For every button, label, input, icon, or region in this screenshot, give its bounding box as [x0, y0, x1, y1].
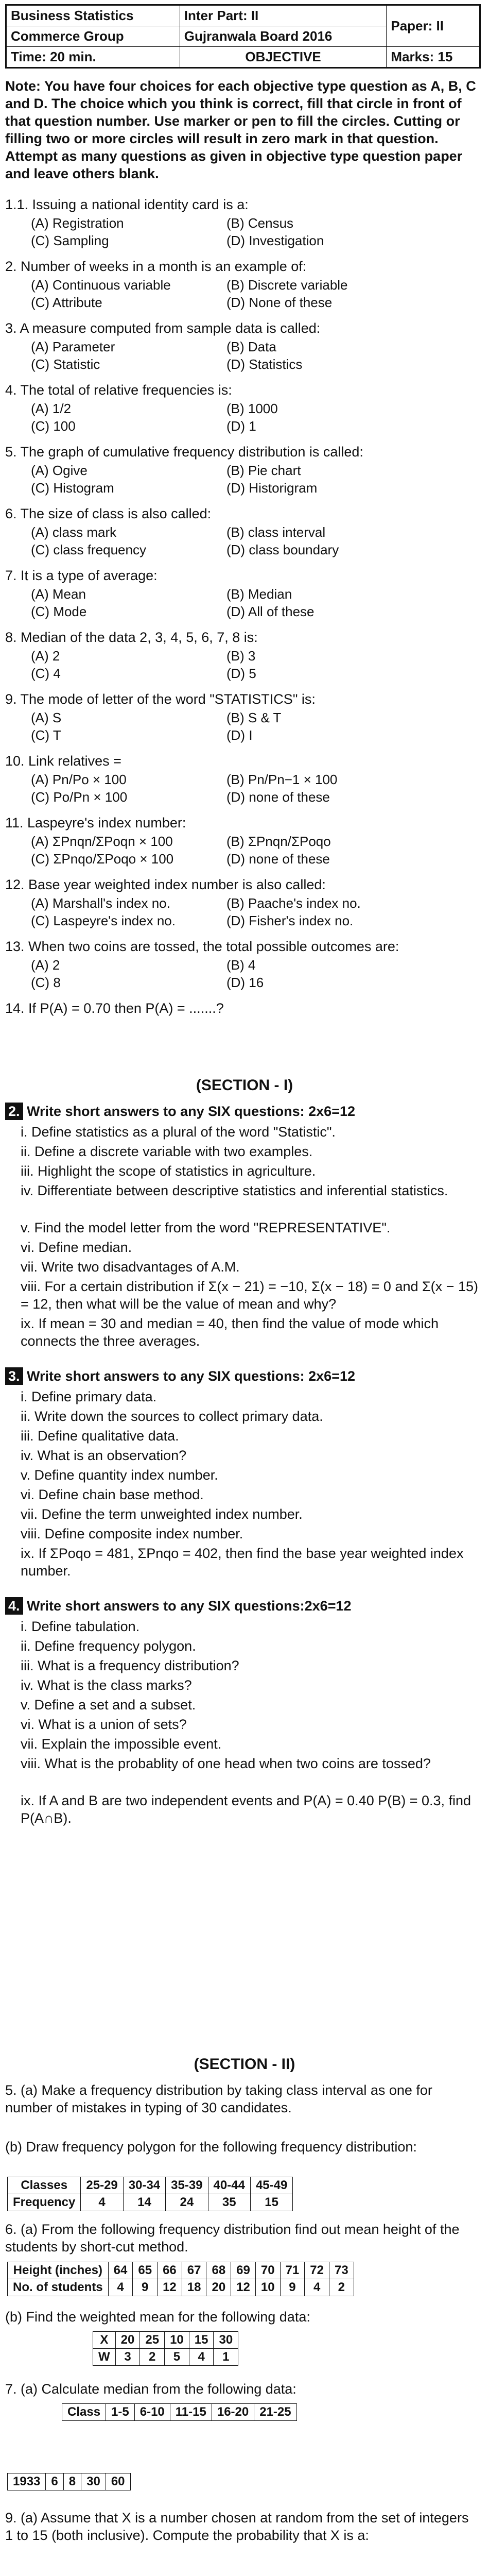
table-cell: 69: [231, 2262, 256, 2279]
table-cell: 5: [165, 2349, 189, 2366]
section-1-title: (SECTION - I): [196, 1077, 293, 1094]
table-cell: 4: [108, 2279, 133, 2296]
short-question: ix. If ΣPoqo = 481, ΣPnqo = 402, then find the base year weighted index number.: [21, 1546, 464, 1579]
mcq-question: 12. Base year weighted index number is also called:: [5, 877, 326, 892]
section-2-title: (SECTION - II): [194, 2056, 295, 2073]
q5b: (b) Draw frequency polygon for the following frequency distribution:: [5, 2139, 417, 2155]
mcq-option: (C) Histogram: [31, 480, 114, 496]
mcq-question: 9. The mode of letter of the word "STATISTICS" is:: [5, 691, 316, 707]
short-question: vii. Define the term unweighted index number.: [21, 1506, 303, 1522]
mcq-option: (C) Sampling: [31, 233, 109, 248]
table-cell: Height (inches): [8, 2262, 109, 2279]
short-question: viii. Define composite index number.: [21, 1526, 243, 1541]
table-cell: 15: [250, 2194, 292, 2211]
table-cell: 21-25: [254, 2404, 296, 2421]
mcq-question: 14. If P(A) = 0.70 then P(A) = .......?: [5, 1001, 224, 1016]
table-cell: 71: [280, 2262, 305, 2279]
table-cell: 14: [123, 2194, 165, 2211]
short-question: v. Find the model letter from the word "REPRESENTATIVE".: [21, 1220, 391, 1235]
mcq-option: (D) All of these: [226, 604, 315, 619]
short-question: i. Define statistics as a plural of the word "Statistic".: [21, 1124, 336, 1140]
mcq-option: (C) T: [31, 727, 61, 743]
q6b: (b) Find the weighted mean for the following data:: [5, 2309, 310, 2325]
short-question: ix. If mean = 30 and median = 40, then find the value of mode which connects the three averages.: [21, 1316, 439, 1349]
mcq-option: (A) Pn/Po × 100: [31, 772, 127, 787]
table-cell: 3: [115, 2349, 140, 2366]
group: Commerce Group: [7, 26, 180, 47]
mcq-option: (D) I: [226, 727, 253, 743]
short-question-heading: 3. Write short answers to any SIX questions: 2x6=12: [5, 1367, 479, 1385]
table-cell: 2: [329, 2279, 354, 2296]
table-cell: 2: [140, 2349, 165, 2366]
mcq-option: (B) Paache's index no.: [226, 895, 361, 911]
table-cell: 45-49: [250, 2177, 292, 2194]
mcq-option: (B) Census: [226, 215, 294, 231]
table-q6b: [93, 2331, 238, 2366]
short-question: vi. Define median.: [21, 1240, 132, 1255]
mcq-question: 2. Number of weeks in a month is an example of:: [5, 259, 307, 274]
table-cell: Frequency: [8, 2194, 81, 2211]
table-cell: 65: [133, 2262, 158, 2279]
table-cell: 6-10: [134, 2404, 170, 2421]
mcq-option: (C) class frequency: [31, 542, 146, 557]
paper-header: [5, 4, 481, 69]
table-cell: 60: [106, 2473, 130, 2490]
mcq-option: (B) 4: [226, 957, 256, 973]
mcq-option: (A) class mark: [31, 524, 117, 540]
table-q8: [7, 2473, 131, 2490]
mcq-option: (C) 4: [31, 666, 61, 681]
mcq-option: (C) Laspeyre's index no.: [31, 913, 176, 928]
mcq-option: (D) class boundary: [226, 542, 339, 557]
table-cell: 1-5: [106, 2404, 135, 2421]
short-question: i. Define primary data.: [21, 1389, 157, 1404]
table-cell: 68: [206, 2262, 231, 2279]
q7a: 7. (a) Calculate median from the following data:: [5, 2381, 296, 2397]
mcq-option: (B) Median: [226, 586, 292, 602]
q5a: 5. (a) Make a frequency distribution by taking class interval as one for number of mistakes in typing of 30 candidates.: [5, 2082, 432, 2115]
short-question: iii. Define qualitative data.: [21, 1428, 179, 1444]
mcq-option: (B) Data: [226, 339, 276, 354]
subject: Business Statistics: [7, 6, 180, 26]
table-cell: 10: [165, 2332, 189, 2349]
mcq-option: (D) Statistics: [226, 357, 303, 372]
table-cell: 30: [214, 2332, 238, 2349]
mcq-option: (A) Registration: [31, 215, 124, 231]
short-question: viii. What is the probablity of one head when two coins are tossed?: [21, 1756, 431, 1771]
mcq-option: (B) S & T: [226, 710, 282, 725]
mcq-option: (A) 2: [31, 957, 60, 973]
short-question: ii. Define a discrete variable with two examples.: [21, 1144, 313, 1159]
mcq-option: (A) Continuous variable: [31, 277, 171, 293]
mcq-option: (C) Mode: [31, 604, 87, 619]
mcq-question: 1.1. Issuing a national identity card is a:: [5, 197, 249, 212]
table-cell: 30: [81, 2473, 106, 2490]
mcq-option: (A) Mean: [31, 586, 86, 602]
short-question: ii. Write down the sources to collect primary data.: [21, 1409, 323, 1424]
short-question: vii. Explain the impossible event.: [21, 1736, 222, 1752]
mcq-option: (B) Discrete variable: [226, 277, 348, 293]
short-question: iv. What is an observation?: [21, 1448, 187, 1463]
mcq-option: (D) 5: [226, 666, 256, 681]
mcq-option: (B) ΣPnqn/ΣPoqo: [226, 834, 331, 849]
table-cell: 20: [115, 2332, 140, 2349]
mcq-option: (D) 1: [226, 418, 256, 434]
mcq-option: (A) 2: [31, 648, 60, 664]
mcq-option: (D) Investigation: [226, 233, 324, 248]
short-question: iii. What is a frequency distribution?: [21, 1658, 239, 1673]
table-cell: 25: [140, 2332, 165, 2349]
table-cell: 15: [189, 2332, 214, 2349]
table-q6: [7, 2262, 354, 2296]
table-cell: 12: [231, 2279, 256, 2296]
short-question: iii. Highlight the scope of statistics in agriculture.: [21, 1163, 316, 1179]
class: Inter Part: II: [180, 6, 387, 26]
table-cell: 40-44: [208, 2177, 250, 2194]
short-question: vi. Define chain base method.: [21, 1487, 204, 1502]
mcq-option: (D) None of these: [226, 295, 333, 310]
table-cell: 35-39: [166, 2177, 208, 2194]
mcq-option: (C) Statistic: [31, 357, 100, 372]
mcq-option: (A) Parameter: [31, 339, 115, 354]
table-cell: 25-29: [81, 2177, 123, 2194]
table-cell: 72: [305, 2262, 329, 2279]
table-cell: 20: [206, 2279, 231, 2296]
table-cell: No. of students: [8, 2279, 109, 2296]
mcq-option: (D) none of these: [226, 851, 330, 867]
short-question: v. Define a set and a subset.: [21, 1697, 196, 1713]
mcq-option: (C) 100: [31, 418, 76, 434]
mcq-option: (D) none of these: [226, 789, 330, 805]
table-cell: Class: [62, 2404, 106, 2421]
mcq-option: (A) 1/2: [31, 401, 72, 416]
table-cell: 66: [158, 2262, 182, 2279]
table-cell: 70: [255, 2262, 280, 2279]
mcq-option: (B) 3: [226, 648, 256, 664]
q9a: 9. (a) Assume that X is a number chosen at random from the set of integers 1 to 15 (both inclusive). Compute the probability that X is a:: [5, 2510, 469, 2543]
mcq-question: 4. The total of relative frequencies is:: [5, 382, 232, 398]
mcq-question: 3. A measure computed from sample data is called:: [5, 320, 321, 336]
table-q7: [62, 2403, 297, 2421]
short-question: i. Define tabulation.: [21, 1619, 140, 1634]
mcq-option: (B) 1000: [226, 401, 278, 416]
mcq-option: (C) ΣPnqo/ΣPoqo × 100: [31, 851, 174, 867]
table-cell: 1933: [8, 2473, 46, 2490]
mcq-question: 6. The size of class is also called:: [5, 506, 212, 521]
table-cell: 18: [182, 2279, 206, 2296]
table-cell: 8: [63, 2473, 81, 2490]
short-question: ix. If A and B are two independent events and P(A) = 0.40 P(B) = 0.3, find P(A∩B).: [21, 1793, 471, 1826]
mcq-option: (C) Po/Pn × 100: [31, 789, 128, 805]
mcq-option: (B) class interval: [226, 524, 326, 540]
mcq-option: (C) Attribute: [31, 295, 102, 310]
short-question: iv. Differentiate between descriptive statistics and inferential statistics.: [21, 1183, 448, 1198]
short-question: vi. What is a union of sets?: [21, 1717, 187, 1732]
table-cell: X: [93, 2332, 116, 2349]
table-cell: 4: [81, 2194, 123, 2211]
table-cell: 11-15: [170, 2404, 212, 2421]
table-q5: [7, 2177, 293, 2211]
mcq-option: (A) S: [31, 710, 62, 725]
note: Note: You have four choices for each objective type question as A, B, C and D. The choice which you think is correct, fill that circle in front of that question number. Use marker or pen to fill the circles. Cutting or filling two or more circles will result in zero mark in that question. Attempt as many questions as given in objective type question paper and leave others blank.: [5, 78, 476, 181]
table-cell: 24: [166, 2194, 208, 2211]
short-question: ii. Define frequency polygon.: [21, 1638, 196, 1654]
time: Time: 20 min.: [7, 47, 180, 67]
table-cell: 4: [305, 2279, 329, 2296]
mcq-question: 13. When two coins are tossed, the total possible outcomes are:: [5, 939, 399, 954]
mcq-option: (C) 8: [31, 975, 61, 990]
mcq-option: (D) 16: [226, 975, 264, 990]
table-cell: Classes: [8, 2177, 81, 2194]
mcq-question: 10. Link relatives =: [5, 753, 121, 769]
table-cell: 10: [255, 2279, 280, 2296]
mcq-option: (B) Pie chart: [226, 463, 301, 478]
short-question: v. Define quantity index number.: [21, 1467, 218, 1483]
table-cell: 4: [189, 2349, 214, 2366]
board: Gujranwala Board 2016: [180, 26, 387, 47]
q6a: 6. (a) From the following frequency distribution find out mean height of the students by short-cut method.: [5, 2222, 460, 2255]
table-cell: 30-34: [123, 2177, 165, 2194]
mcq-option: (D) Fisher's index no.: [226, 913, 354, 928]
table-cell: 73: [329, 2262, 354, 2279]
paper-no: Paper: II: [387, 6, 480, 47]
mcq-question: 7. It is a type of average:: [5, 568, 158, 583]
mcq-question: 8. Median of the data 2, 3, 4, 5, 6, 7, 8 is:: [5, 630, 258, 645]
short-question-heading: 2. Write short answers to any SIX questions: 2x6=12: [5, 1103, 479, 1120]
short-question: vii. Write two disadvantages of A.M.: [21, 1259, 240, 1275]
table-cell: 67: [182, 2262, 206, 2279]
mcq-option: (D) Historigram: [226, 480, 318, 496]
table-cell: 9: [133, 2279, 158, 2296]
short-question: viii. For a certain distribution if Σ(x − 21) = −10, Σ(x − 18) = 0 and Σ(x − 15) = 12, then what will be the value of mean and why?: [21, 1279, 478, 1312]
table-cell: 6: [46, 2473, 63, 2490]
short-question: iv. What is the class marks?: [21, 1677, 192, 1693]
table-cell: 1: [214, 2349, 238, 2366]
marks: Marks: 15: [387, 47, 480, 67]
mcq-option: (A) Marshall's index no.: [31, 895, 170, 911]
mcq-option: (B) Pn/Pn−1 × 100: [226, 772, 338, 787]
mcq-option: (A) Ogive: [31, 463, 88, 478]
mcq-option: (A) ΣPnqn/ΣPoqn × 100: [31, 834, 173, 849]
paper-type: OBJECTIVE: [180, 47, 387, 67]
short-question-heading: 4. Write short answers to any SIX questions:2x6=12: [5, 1597, 479, 1615]
table-cell: 12: [158, 2279, 182, 2296]
mcq-question: 5. The graph of cumulative frequency distribution is called:: [5, 444, 363, 460]
table-cell: 35: [208, 2194, 250, 2211]
mcq-question: 11. Laspeyre's index number:: [5, 815, 186, 831]
table-cell: 16-20: [212, 2404, 254, 2421]
table-cell: 9: [280, 2279, 305, 2296]
table-cell: W: [93, 2349, 116, 2366]
table-cell: 64: [108, 2262, 133, 2279]
